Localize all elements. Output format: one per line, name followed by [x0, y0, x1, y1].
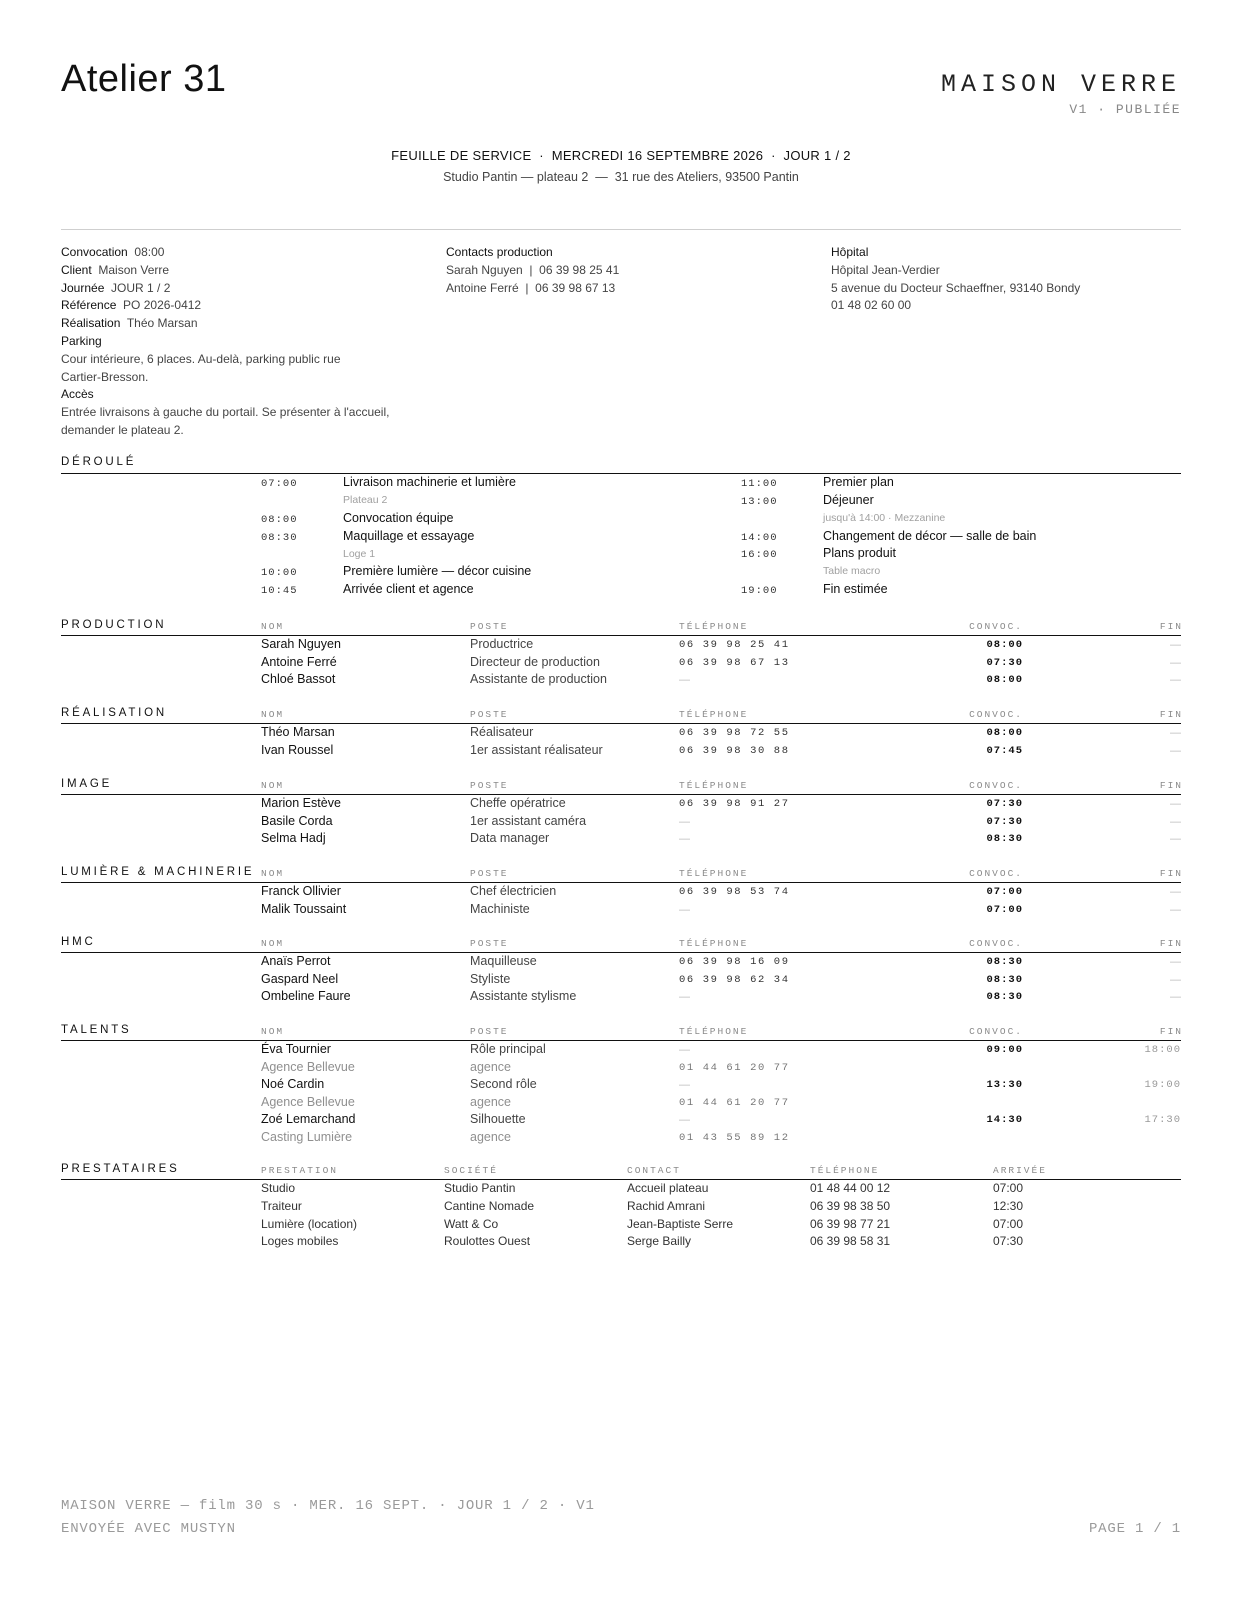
col-header-nom: NOM	[261, 868, 285, 879]
crew-convocation: 08:00	[986, 674, 1023, 687]
contacts-title: Contacts production	[446, 245, 553, 259]
crew-role: Styliste	[470, 971, 511, 986]
section-rule	[61, 1040, 1181, 1041]
crew-row	[261, 954, 1181, 972]
schedule-note: jusqu'à 14:00 · Mezzanine	[823, 512, 946, 524]
crew-name: Noé Cardin	[261, 1077, 325, 1092]
crew-role: Maquilleuse	[470, 954, 537, 968]
crew-convocation: 08:00	[986, 727, 1023, 739]
crew-phone: —	[679, 674, 690, 687]
col-header-telephone: TÉLÉPHONE	[679, 1026, 749, 1037]
crew-phone: 06 39 98 30 88	[679, 744, 790, 757]
journee-label: Journée	[61, 280, 105, 295]
section-title: TALENTS	[61, 1024, 132, 1036]
crew-role: Réalisateur	[470, 725, 534, 739]
schedule-label: Premier plan	[823, 475, 894, 489]
crew-row	[261, 972, 1181, 990]
acces-label: Accès	[61, 387, 94, 402]
crew-phone: 06 39 98 72 55	[679, 727, 790, 739]
crew-role: Directeur de production	[470, 654, 600, 669]
schedule-label: Fin estimée	[823, 582, 888, 596]
crew-phone: 01 44 61 20 77	[679, 1096, 790, 1109]
schedule-note: Table macro	[823, 565, 881, 577]
crew-end-time: 17:30	[1144, 1114, 1181, 1127]
contact-cell: Accueil plateau	[627, 1181, 709, 1195]
schedule-time: 14:00	[741, 532, 778, 544]
client-value: Maison Verre	[98, 262, 170, 277]
col-header-poste: POSTE	[470, 868, 509, 879]
section-rule	[61, 794, 1181, 795]
convocation-label: Convocation	[61, 245, 128, 259]
crew-phone: —	[679, 833, 690, 846]
col-header-convoc: CONVOC.	[969, 709, 1023, 720]
crew-row	[261, 655, 1181, 673]
col-header-fin: FIN	[1159, 709, 1183, 720]
journee-value: JOUR 1 / 2	[111, 280, 171, 295]
crew-convocation: 07:30	[986, 815, 1023, 828]
contact-cell: Jean-Baptiste Serre	[627, 1216, 734, 1231]
col-header-telephone: TÉLÉPHONE	[810, 1165, 880, 1176]
version-status: V1 · PUBLIÉE	[1069, 102, 1181, 117]
crew-role: agence	[470, 1059, 512, 1074]
col-header-nom: NOM	[261, 1026, 285, 1037]
call-sheet-page	[61, 0, 1181, 1605]
col-header-nom: NOM	[261, 780, 285, 791]
crew-name: Malik Toussaint	[261, 901, 347, 916]
agency-row	[261, 1130, 1181, 1148]
crew-end-time: —	[1170, 903, 1181, 916]
crew-phone: 06 39 98 25 41	[679, 639, 790, 651]
col-header-nom: NOM	[261, 621, 285, 632]
crew-end-time: 19:00	[1144, 1079, 1181, 1092]
schedule-time: 10:45	[261, 585, 298, 597]
schedule-label: Maquillage et essayage	[343, 529, 475, 543]
col-header-poste: POSTE	[470, 938, 509, 949]
client-label: Client	[61, 262, 92, 277]
crew-name: Sarah Nguyen	[261, 637, 341, 651]
crew-role: Rôle principal	[470, 1042, 546, 1056]
arrival-cell: 07:00	[993, 1181, 1024, 1195]
crew-end-time: —	[1170, 656, 1181, 669]
sheet-title: FEUILLE DE SERVICE · MERCREDI 16 SEPTEMBRE 2026 · JOUR 1 / 2	[391, 148, 851, 163]
crew-role: Second rôle	[470, 1077, 537, 1092]
prestation-cell: Traiteur	[261, 1198, 302, 1213]
col-header-contact: CONTACT	[627, 1165, 681, 1176]
crew-end-time: —	[1170, 973, 1181, 986]
crew-name: Ombeline Faure	[261, 989, 351, 1004]
schedule-time: 08:00	[261, 514, 298, 526]
company-brand: Atelier 31	[61, 58, 227, 100]
crew-row	[261, 637, 1181, 655]
col-header-fin: FIN	[1159, 621, 1183, 632]
crew-name: Marion Estève	[261, 796, 341, 810]
crew-end-time: —	[1170, 727, 1181, 739]
crew-row	[261, 725, 1181, 743]
phone-cell: 06 39 98 38 50	[810, 1198, 891, 1213]
schedule-time: 08:30	[261, 532, 298, 544]
crew-row	[261, 672, 1181, 690]
crew-name: Zoé Lemarchand	[261, 1112, 356, 1127]
crew-convocation: 07:00	[986, 886, 1023, 898]
schedule-label: Plans produit	[823, 546, 896, 560]
crew-phone: —	[679, 815, 690, 828]
agency-row	[261, 1060, 1181, 1078]
crew-name: Antoine Ferré	[261, 654, 337, 669]
crew-role: Chef électricien	[470, 884, 557, 898]
col-header-poste: POSTE	[470, 709, 509, 720]
prestation-cell: Lumière (location)	[261, 1216, 358, 1231]
crew-phone: —	[679, 903, 690, 916]
crew-end-time: —	[1170, 815, 1181, 828]
footer-summary: MAISON VERRE — film 30 s · MER. 16 SEPT. · JOUR 1 / 2 · V1	[61, 1498, 595, 1514]
schedule-label: Première lumière — décor cuisine	[343, 564, 532, 578]
schedule-label: Livraison machinerie et lumière	[343, 475, 516, 489]
parking-value: Cour intérieure, 6 places. Au-delà, parking public rue Cartier-Bresson.	[61, 351, 341, 384]
societe-cell: Studio Pantin	[444, 1181, 516, 1195]
col-header-nom: NOM	[261, 938, 285, 949]
crew-role: agence	[470, 1130, 512, 1144]
sheet-subtitle: Studio Pantin — plateau 2 — 31 rue des Ateliers, 93500 Pantin	[443, 170, 799, 184]
prestataire-row	[261, 1181, 1181, 1199]
crew-phone: 06 39 98 53 74	[679, 886, 790, 898]
crew-name: Casting Lumière	[261, 1130, 353, 1144]
col-header-convoc: CONVOC.	[969, 868, 1023, 879]
col-header-societe: SOCIÉTÉ	[444, 1165, 498, 1176]
col-header-fin: FIN	[1159, 868, 1183, 879]
prestataire-row	[261, 1199, 1181, 1217]
crew-row	[261, 831, 1181, 849]
crew-end-time: —	[1170, 833, 1181, 846]
societe-cell: Watt & Co	[444, 1216, 499, 1231]
phone-cell: 06 39 98 58 31	[810, 1234, 891, 1249]
schedule-time: 10:00	[261, 567, 298, 579]
col-header-convoc: CONVOC.	[969, 780, 1023, 791]
reference-value: PO 2026-0412	[123, 298, 202, 313]
crew-phone: 06 39 98 91 27	[679, 798, 790, 810]
crew-role: Silhouette	[470, 1112, 526, 1127]
col-header-convoc: CONVOC.	[969, 938, 1023, 949]
crew-name: Gaspard Neel	[261, 971, 339, 986]
header-divider	[61, 229, 1181, 230]
col-header-prestation: PRESTATION	[261, 1165, 339, 1176]
contact-cell: Serge Bailly	[627, 1234, 692, 1249]
crew-phone: —	[679, 1044, 690, 1056]
general-info	[61, 244, 401, 440]
deroule-title: DÉROULÉ	[61, 456, 137, 468]
section-rule	[61, 952, 1181, 953]
prestataires-title: PRESTATAIRES	[61, 1163, 180, 1175]
phone-cell: 01 48 44 00 12	[810, 1181, 891, 1195]
crew-role: Cheffe opératrice	[470, 796, 566, 810]
crew-phone: 01 43 55 89 12	[679, 1132, 790, 1144]
arrival-cell: 07:00	[993, 1216, 1024, 1231]
col-header-telephone: TÉLÉPHONE	[679, 621, 749, 632]
crew-convocation: 08:30	[986, 973, 1023, 986]
col-header-convoc: CONVOC.	[969, 621, 1023, 632]
realisation-label: Réalisation	[61, 316, 121, 331]
crew-phone: 06 39 98 62 34	[679, 973, 790, 986]
crew-end-time: —	[1170, 886, 1181, 898]
prestataire-row	[261, 1234, 1181, 1252]
crew-phone: —	[679, 991, 690, 1004]
hospital-name: Hôpital Jean-Verdier	[831, 262, 940, 277]
col-header-telephone: TÉLÉPHONE	[679, 780, 749, 791]
crew-name: Théo Marsan	[261, 725, 335, 739]
col-header-arrivee: ARRIVÉE	[993, 1165, 1047, 1176]
section-title: LUMIÈRE & MACHINERIE	[61, 866, 255, 878]
crew-row	[261, 1042, 1181, 1060]
col-header-poste: POSTE	[470, 1026, 509, 1037]
schedule-label: Changement de décor — salle de bain	[823, 529, 1037, 543]
section-title: HMC	[61, 936, 96, 948]
section-rule	[61, 635, 1181, 636]
crew-role: agence	[470, 1094, 512, 1109]
col-header-fin: FIN	[1159, 1026, 1183, 1037]
schedule-time: 13:00	[741, 496, 778, 508]
production-contacts	[446, 244, 786, 297]
schedule-time: 11:00	[741, 478, 778, 490]
prestataires-rule	[61, 1179, 1181, 1180]
crew-convocation: 14:30	[986, 1114, 1023, 1127]
realisation-value: Théo Marsan	[126, 316, 198, 331]
societe-cell: Cantine Nomade	[444, 1198, 535, 1213]
section-rule	[61, 882, 1181, 883]
col-header-fin: FIN	[1159, 780, 1183, 791]
crew-name: Agence Bellevue	[261, 1059, 355, 1074]
hospital-address: 5 avenue du Docteur Schaeffner, 93140 Bondy	[831, 280, 1081, 295]
schedule-note: Plateau 2	[343, 494, 388, 506]
crew-convocation: 08:30	[986, 833, 1023, 846]
crew-row	[261, 814, 1181, 832]
hospital-title: Hôpital	[831, 245, 869, 259]
prestation-cell: Loges mobiles	[261, 1234, 339, 1249]
crew-name: Selma Hadj	[261, 831, 326, 846]
contact-line: Antoine Ferré | 06 39 98 67 13	[446, 280, 616, 295]
arrival-cell: 12:30	[993, 1198, 1024, 1213]
prestation-cell: Studio	[261, 1181, 296, 1195]
section-title: PRODUCTION	[61, 619, 167, 631]
crew-role: Assistante de production	[470, 672, 607, 687]
schedule-note: Loge 1	[343, 548, 376, 560]
crew-row	[261, 743, 1181, 761]
crew-role: 1er assistant caméra	[470, 813, 587, 828]
crew-row	[261, 884, 1181, 902]
schedule-label: Arrivée client et agence	[343, 582, 474, 596]
col-header-telephone: TÉLÉPHONE	[679, 938, 749, 949]
crew-phone: —	[679, 1079, 690, 1092]
schedule-time: 16:00	[741, 549, 778, 561]
crew-phone: —	[679, 1114, 690, 1127]
crew-row	[261, 796, 1181, 814]
crew-phone: 01 44 61 20 77	[679, 1061, 790, 1074]
crew-end-time: —	[1170, 798, 1181, 810]
crew-name: Éva Tournier	[261, 1042, 331, 1056]
societe-cell: Roulottes Ouest	[444, 1234, 531, 1249]
crew-convocation: 07:30	[986, 656, 1023, 669]
convocation-value: 08:00	[134, 245, 165, 259]
crew-phone: 06 39 98 67 13	[679, 656, 790, 669]
crew-row	[261, 902, 1181, 920]
contact-cell: Rachid Amrani	[627, 1198, 706, 1213]
crew-end-time: —	[1170, 991, 1181, 1004]
crew-name: Anaïs Perrot	[261, 954, 331, 968]
crew-name: Ivan Roussel	[261, 742, 334, 757]
hospital-info	[831, 244, 1171, 315]
crew-convocation: 08:30	[986, 991, 1023, 1004]
crew-convocation: 07:00	[986, 903, 1023, 916]
crew-convocation: 08:30	[986, 956, 1023, 968]
crew-row	[261, 989, 1181, 1007]
crew-name: Franck Ollivier	[261, 884, 341, 898]
crew-role: 1er assistant réalisateur	[470, 742, 603, 757]
col-header-nom: NOM	[261, 709, 285, 720]
agency-row	[261, 1095, 1181, 1113]
reference-label: Référence	[61, 298, 117, 313]
crew-name: Chloé Bassot	[261, 672, 336, 687]
section-title: IMAGE	[61, 778, 113, 790]
crew-role: Assistante stylisme	[470, 989, 577, 1004]
crew-convocation: 13:30	[986, 1079, 1023, 1092]
phone-cell: 06 39 98 77 21	[810, 1216, 891, 1231]
section-title: RÉALISATION	[61, 707, 167, 719]
crew-convocation: 09:00	[986, 1044, 1023, 1056]
crew-end-time: —	[1170, 639, 1181, 651]
crew-role: Machiniste	[470, 901, 530, 916]
crew-phone: 06 39 98 16 09	[679, 956, 790, 968]
crew-end-time: 18:00	[1144, 1044, 1181, 1056]
contact-line: Sarah Nguyen | 06 39 98 25 41	[446, 262, 620, 277]
col-header-convoc: CONVOC.	[969, 1026, 1023, 1037]
hospital-phone: 01 48 02 60 00	[831, 298, 912, 313]
parking-label: Parking	[61, 333, 102, 348]
col-header-poste: POSTE	[470, 621, 509, 632]
crew-end-time: —	[1170, 744, 1181, 757]
footer-sent-with: ENVOYÉE AVEC MUSTYN	[61, 1521, 236, 1537]
col-header-fin: FIN	[1159, 938, 1183, 949]
col-header-poste: POSTE	[470, 780, 509, 791]
crew-convocation: 07:30	[986, 798, 1023, 810]
crew-convocation: 08:00	[986, 639, 1023, 651]
schedule-label: Déjeuner	[823, 493, 874, 507]
client-title: MAISON VERRE	[940, 70, 1181, 99]
prestataire-row	[261, 1217, 1181, 1235]
crew-role: Data manager	[470, 831, 550, 846]
schedule-label: Convocation équipe	[343, 511, 454, 525]
col-header-telephone: TÉLÉPHONE	[679, 709, 749, 720]
acces-value: Entrée livraisons à gauche du portail. Se présenter à l'accueil, demander le plateau 2.	[61, 405, 390, 437]
schedule-time: 19:00	[741, 585, 778, 597]
crew-role: Productrice	[470, 637, 534, 651]
schedule-time: 07:00	[261, 478, 298, 490]
section-rule	[61, 723, 1181, 724]
crew-convocation: 07:45	[986, 744, 1023, 757]
footer-page-number: PAGE 1 / 1	[1088, 1521, 1181, 1537]
crew-row	[261, 1112, 1181, 1130]
crew-name: Basile Corda	[261, 813, 333, 828]
crew-end-time: —	[1170, 674, 1181, 687]
col-header-telephone: TÉLÉPHONE	[679, 868, 749, 879]
arrival-cell: 07:30	[993, 1234, 1024, 1249]
crew-row	[261, 1077, 1181, 1095]
crew-name: Agence Bellevue	[261, 1094, 355, 1109]
deroule-rule	[61, 473, 1181, 474]
crew-end-time: —	[1170, 956, 1181, 968]
